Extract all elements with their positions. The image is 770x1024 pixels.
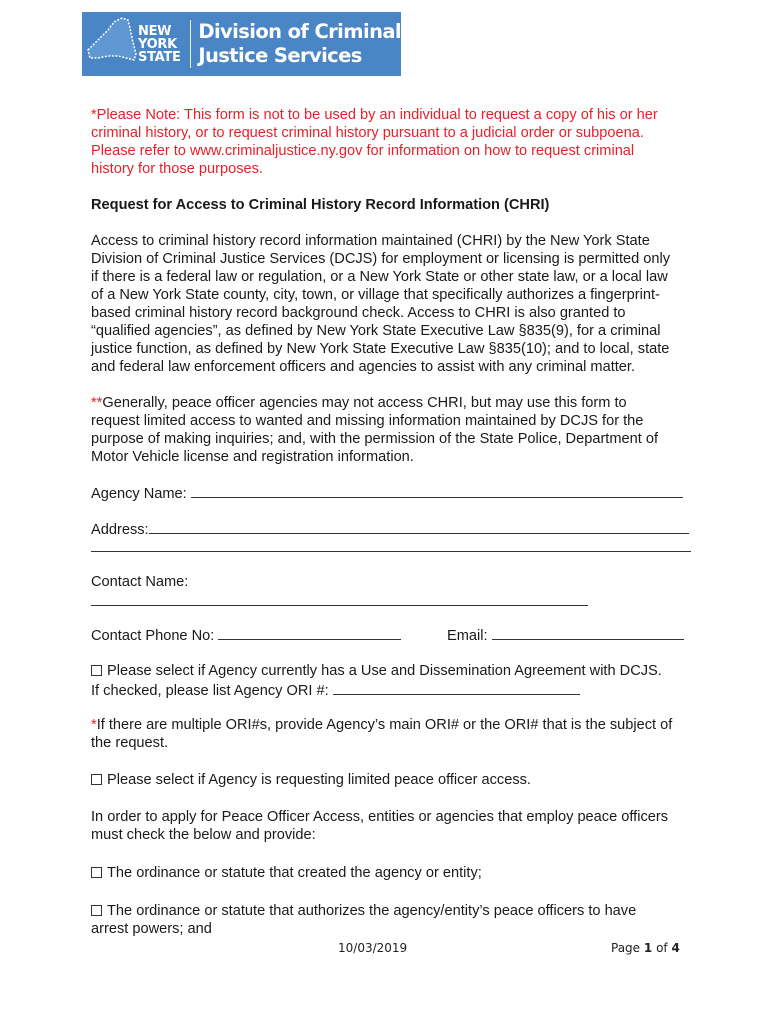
peace-note-line-2: request limited access to wanted and missing information maintained by DCJS for the <box>91 413 644 429</box>
agency-name-label: Agency Name: <box>91 486 187 502</box>
intro-line-5: based criminal history record background check. Access to CHRI is also granted to <box>91 305 626 321</box>
contact-name-row <box>91 591 588 611</box>
multi-ori-marker: * <box>91 717 97 733</box>
use-agreement-label: Please select if Agency currently has a Use and Dissemination Agreement with DCJS. <box>107 663 662 679</box>
note-line-1: *Please Note: This form is not to be used by an individual to request a copy of his or her <box>91 107 658 123</box>
use-agreement-checkbox[interactable] <box>91 665 102 676</box>
agency-ori-field[interactable] <box>333 680 580 695</box>
agency-name-field[interactable] <box>191 483 683 498</box>
intro-line-1: Access to criminal history record information maintained (CHRI) by the New York State <box>91 233 650 249</box>
agency-ori-label: If checked, please list Agency ORI #: <box>91 683 329 699</box>
dcjs-logo <box>82 12 401 76</box>
use-agreement-row <box>91 662 662 680</box>
peace-note-line-3: purpose of making inquiries; and, with the permission of the State Police, Department of <box>91 431 659 447</box>
multi-ori-line-1: *If there are multiple ORI#s, provide Agency’s main ORI# or the ORI# that is the subject of <box>91 717 673 733</box>
new-york-state-map-icon <box>82 12 146 76</box>
note-line-3: Please refer to www.criminaljustice.ny.gov for information on how to request criminal <box>91 143 635 159</box>
ordinance-arrest-line-2: arrest powers; and <box>91 921 212 937</box>
intro-line-4: of a New York State county, city, town, or village that specifically authorizes a fingerprint- <box>91 287 660 303</box>
address-field-line-2[interactable] <box>91 537 691 552</box>
contact-phone-label: Contact Phone No: <box>91 628 215 644</box>
email-row <box>447 625 684 645</box>
note-line-4: history for those purposes. <box>91 161 263 177</box>
limited-peace-label: Please select if Agency is requesting limited peace officer access. <box>107 772 531 788</box>
email-label: Email: <box>447 628 488 644</box>
agency-name-row <box>91 483 683 503</box>
footer-page-number: Page 1 of 4 <box>611 941 680 955</box>
logo-state-text: NEW YORK STATE <box>138 23 181 65</box>
limited-peace-checkbox[interactable] <box>91 774 102 785</box>
contact-phone-field[interactable] <box>218 625 401 640</box>
multi-ori-line-2: the request. <box>91 735 169 751</box>
peace-note-marker: ** <box>91 395 103 411</box>
form-heading: Request for Access to Criminal History Record Information (CHRI) <box>91 197 550 213</box>
email-field[interactable] <box>492 625 684 640</box>
ordinance-arrest-checkbox[interactable] <box>91 905 102 916</box>
ordinance-arrest-label: The ordinance or statute that authorizes the agency/entity’s peace officers to have <box>107 903 637 919</box>
intro-line-6: “qualified agencies”, as defined by New York State Executive Law §835(9), for a criminal <box>91 323 661 339</box>
limited-peace-row <box>91 771 531 789</box>
peace-apply-line-1: In order to apply for Peace Officer Access, entities or agencies that employ peace officers <box>91 809 669 825</box>
address-label: Address: <box>91 522 149 538</box>
contact-name-field[interactable] <box>91 591 588 606</box>
intro-line-2: Division of Criminal Justice Services (DCJS) for employment or licensing is permitted only <box>91 251 671 267</box>
peace-note-line-1: **Generally, peace officer agencies may not access CHRI, but may use this form to <box>91 395 627 411</box>
intro-line-8: and federal law enforcement officers and agencies to assist with any criminal matter. <box>91 359 636 375</box>
logo-divider <box>190 20 191 68</box>
peace-apply-line-2: must check the below and provide: <box>91 827 316 843</box>
address-field-line-1[interactable] <box>149 519 689 534</box>
address-row <box>91 519 689 539</box>
address-row-2 <box>91 537 691 557</box>
note-line-2: criminal history, or to request criminal history pursuant to a judicial order or subpoena. <box>91 125 644 141</box>
ordinance-created-row <box>91 864 482 882</box>
contact-phone-row <box>91 625 401 645</box>
ordinance-created-label: The ordinance or statute that created the agency or entity; <box>107 865 482 881</box>
footer-date: 10/03/2019 <box>338 941 408 955</box>
peace-note-line-4: Motor Vehicle license and registration information. <box>91 449 414 465</box>
intro-line-3: if there is a federal law or regulation, or a New York State or other state law, or a local law <box>91 269 668 285</box>
contact-name-label: Contact Name: <box>91 574 189 590</box>
ordinance-created-checkbox[interactable] <box>91 867 102 878</box>
intro-line-7: justice function, as defined by New York State Executive Law §835(10); and to local, state <box>91 341 670 357</box>
agency-ori-row <box>91 680 580 700</box>
logo-agency-text: Division of Criminal Justice Services <box>198 20 401 67</box>
ordinance-arrest-row <box>91 902 636 920</box>
